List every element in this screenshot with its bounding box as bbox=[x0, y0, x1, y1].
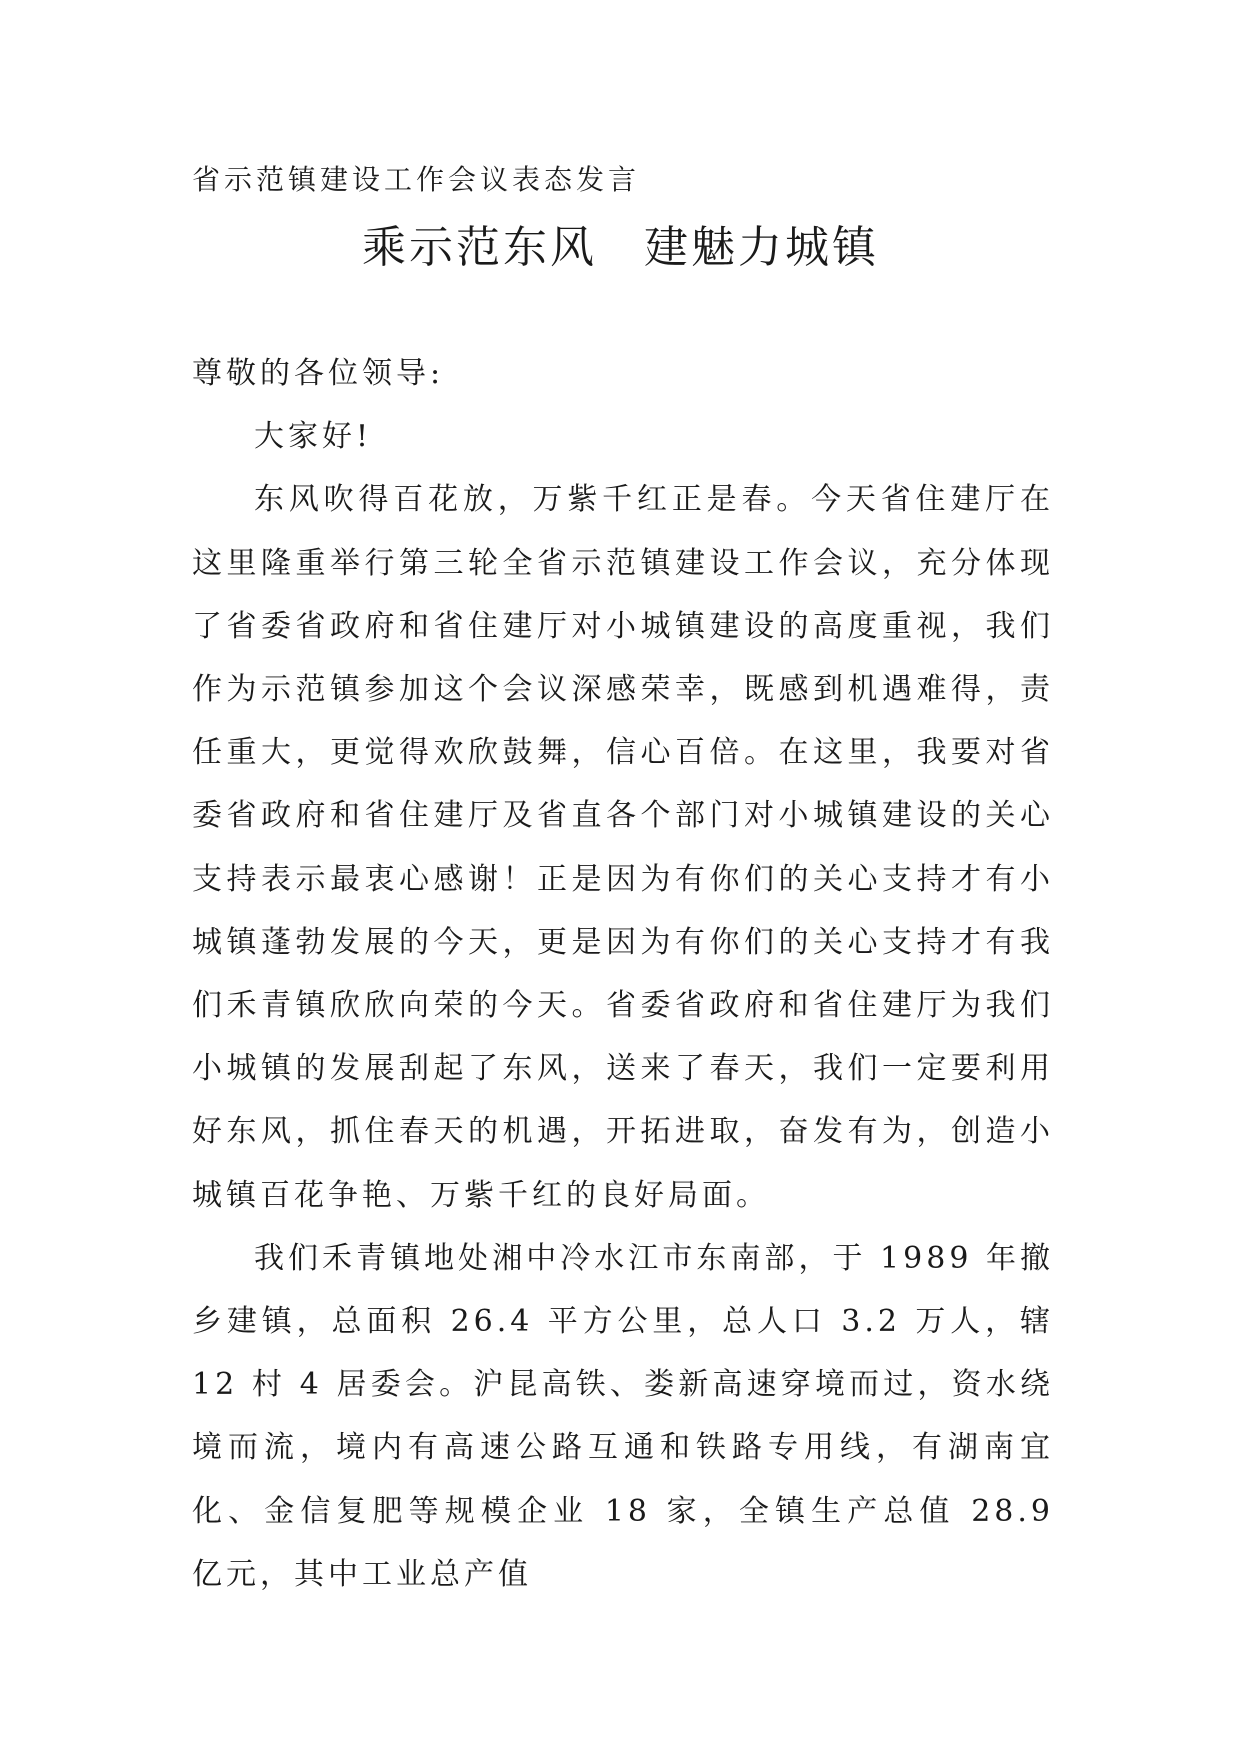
document-subheading: 省示范镇建设工作会议表态发言 bbox=[192, 163, 641, 196]
document-title: 乘示范东风 建魅力城镇 bbox=[362, 222, 879, 273]
document-body bbox=[192, 342, 1054, 1606]
salutation: 尊敬的各位领导: bbox=[192, 356, 445, 391]
paragraph: 东风吹得百花放，万紫千红正是春。今天省住建厅在这里隆重举行第三轮全省示范镇建设工作会议，充分体现了省委省政府和省住建厅对小城镇建设的高度重视，我们作为示范镇参加这个会议深感荣幸，既感到机遇难得，责任重大，更觉得欢欣鼓舞，信心百倍。在这里，我要对省委省政府和省住建厅及省直各个部门对小城镇建设的关心支持表示最衷心感谢！正是因为有你们的关心支持才有小城镇蓬勃发展的今天，更是因为有你们的关心支持才有我们禾青镇欣欣向荣的今天。省委省政府和省住建厅为我们小城镇的发展刮起了东风，送来了春天，我们一定要利用好东风，抓住春天的机遇，开拓进取，奋发有为，创造小城镇百花争艳、万紫千红的良好局面。 bbox=[192, 482, 1054, 1213]
greeting: 大家好! bbox=[254, 419, 373, 455]
paragraph: 我们禾青镇地处湘中冷水江市东南部，于 1989 年撤乡建镇，总面积 26.4 平方公里，总人口 3.2 万人，辖 12 村 4 居委会。沪昆高铁、娄新高速穿境而过，资水绕境而流，境内有高速公路互通和铁路专用线，有湖南宜化、金信复肥等规模企业 18 家，全镇生产总值 28.9 亿元，其中工业总产值 bbox=[192, 1240, 1054, 1592]
